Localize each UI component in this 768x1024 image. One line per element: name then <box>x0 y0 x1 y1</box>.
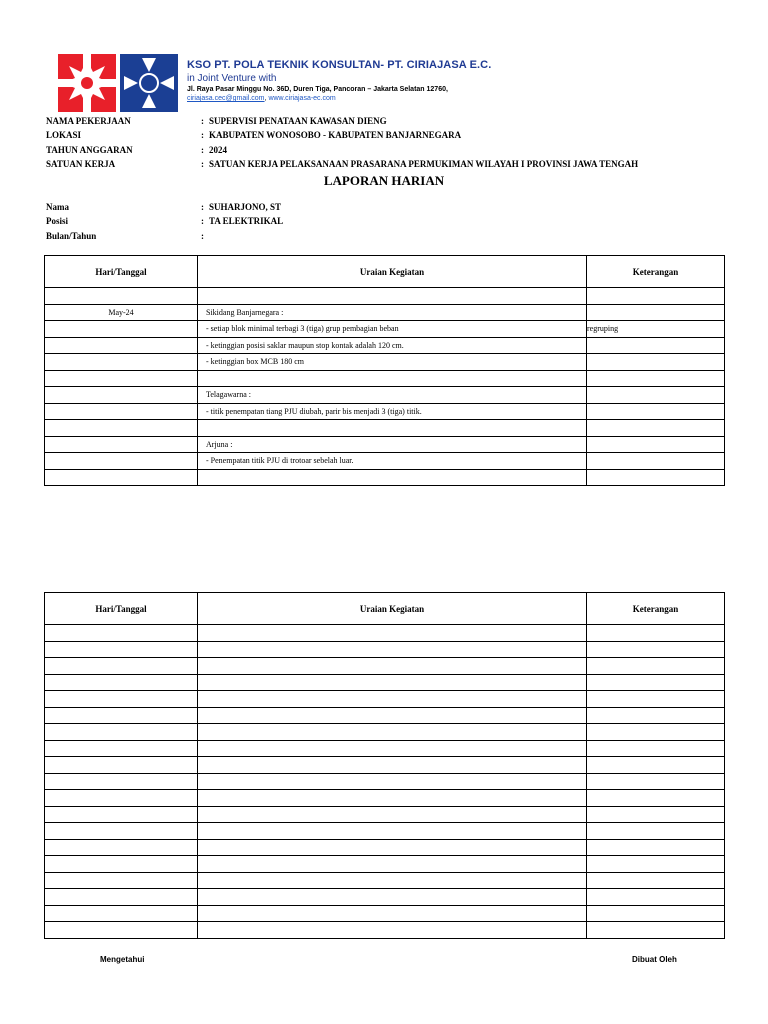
cell-uraian-kegiatan <box>198 757 587 774</box>
cell-hari-tanggal <box>45 641 198 658</box>
cell-keterangan <box>587 420 725 437</box>
cell-keterangan <box>587 304 725 321</box>
cell-keterangan <box>587 453 725 470</box>
table-row <box>45 288 725 305</box>
cell-keterangan <box>587 790 725 807</box>
cell-uraian-kegiatan <box>198 823 587 840</box>
cell-keterangan <box>587 370 725 387</box>
colon: : <box>201 116 204 126</box>
table-row <box>45 773 725 790</box>
logo-red-emblem <box>58 54 116 112</box>
cell-uraian-kegiatan <box>198 790 587 807</box>
table-header-row <box>45 593 725 625</box>
colon: : <box>201 130 204 140</box>
cell-uraian-kegiatan: - ketinggian posisi saklar maupun stop kontak adalah 120 cm. <box>198 337 587 354</box>
cell-hari-tanggal <box>45 674 198 691</box>
header-keterangan: Keterangan <box>587 256 725 288</box>
cell-keterangan <box>587 691 725 708</box>
table-row <box>45 321 725 338</box>
cell-uraian-kegiatan <box>198 740 587 757</box>
cell-hari-tanggal <box>45 856 198 873</box>
table-header-row <box>45 256 725 288</box>
website-link[interactable]: www.ciriajasa-ec.com <box>268 95 336 102</box>
colon: : <box>201 216 204 226</box>
cell-keterangan <box>587 823 725 840</box>
cell-uraian-kegiatan: - titik penempatan tiang PJU diubah, parir bis menjadi 3 (tiga) titik. <box>198 403 587 420</box>
lokasi-value: KABUPATEN WONOSOBO - KABUPATEN BANJARNEGARA <box>209 130 462 140</box>
cell-hari-tanggal <box>45 773 198 790</box>
cell-hari-tanggal <box>45 337 198 354</box>
report-title: LAPORAN HARIAN <box>323 173 445 188</box>
blank-report-table <box>44 592 725 939</box>
cell-hari-tanggal <box>45 370 198 387</box>
mengetahui-label: Mengetahui <box>100 955 145 964</box>
cell-uraian-kegiatan <box>198 370 587 387</box>
joint-venture-label: in Joint Venture with <box>187 73 277 84</box>
table-row <box>45 304 725 321</box>
cell-hari-tanggal <box>45 889 198 906</box>
cell-keterangan <box>587 839 725 856</box>
cell-hari-tanggal <box>45 839 198 856</box>
cell-hari-tanggal <box>45 469 198 486</box>
logo-blue-emblem <box>120 54 178 112</box>
tahun-anggaran-label: TAHUN ANGGARAN <box>46 145 133 155</box>
satuan-kerja-value: SATUAN KERJA PELAKSANAAN PRASARANA PERMUKIMAN WILAYAH I PROVINSI JAWA TENGAH <box>209 159 639 169</box>
cell-uraian-kegiatan <box>198 707 587 724</box>
cell-keterangan <box>587 658 725 675</box>
posisi-label: Posisi <box>46 216 69 226</box>
cell-uraian-kegiatan <box>198 625 587 642</box>
table-row <box>45 641 725 658</box>
cell-keterangan <box>587 872 725 889</box>
nama-pekerjaan-value: SUPERVISI PENATAAN KAWASAN DIENG <box>209 116 387 126</box>
table-row <box>45 337 725 354</box>
cell-uraian-kegiatan <box>198 905 587 922</box>
cell-hari-tanggal <box>45 625 198 642</box>
cell-keterangan <box>587 773 725 790</box>
cell-hari-tanggal <box>45 354 198 371</box>
table-row <box>45 889 725 906</box>
cell-hari-tanggal <box>45 658 198 675</box>
cell-hari-tanggal <box>45 420 198 437</box>
nama-value: SUHARJONO, ST <box>209 202 282 212</box>
cell-hari-tanggal <box>45 757 198 774</box>
header-uraian-kegiatan: Uraian Kegiatan <box>198 593 587 625</box>
table-row <box>45 905 725 922</box>
header-hari-tanggal: Hari/Tanggal <box>45 256 198 288</box>
nama-label: Nama <box>46 202 69 212</box>
tahun-anggaran-value: 2024 <box>209 145 227 155</box>
table-row <box>45 625 725 642</box>
table-row <box>45 757 725 774</box>
cell-uraian-kegiatan: - ketinggian box MCB 180 cm <box>198 354 587 371</box>
cell-uraian-kegiatan <box>198 674 587 691</box>
table-row <box>45 740 725 757</box>
cell-keterangan <box>587 724 725 741</box>
header-uraian-kegiatan: Uraian Kegiatan <box>198 256 587 288</box>
daily-report-table <box>44 255 725 486</box>
cell-hari-tanggal <box>45 872 198 889</box>
cell-uraian-kegiatan <box>198 641 587 658</box>
table-row <box>45 403 725 420</box>
cell-uraian-kegiatan <box>198 922 587 939</box>
header-hari-tanggal: Hari/Tanggal <box>45 593 198 625</box>
cell-uraian-kegiatan <box>198 872 587 889</box>
cell-hari-tanggal <box>45 823 198 840</box>
cell-uraian-kegiatan <box>198 724 587 741</box>
header-keterangan: Keterangan <box>587 593 725 625</box>
cell-uraian-kegiatan: Sikidang Banjarnegara : <box>198 304 587 321</box>
cell-keterangan <box>587 674 725 691</box>
cell-keterangan <box>587 922 725 939</box>
table-row <box>45 724 725 741</box>
cell-keterangan: regruping <box>587 321 725 338</box>
table-row <box>45 872 725 889</box>
cell-hari-tanggal <box>45 403 198 420</box>
cell-uraian-kegiatan <box>198 889 587 906</box>
cell-hari-tanggal <box>45 724 198 741</box>
table-row <box>45 674 725 691</box>
colon: : <box>201 202 204 212</box>
colon: : <box>201 231 204 241</box>
cell-hari-tanggal <box>45 436 198 453</box>
cell-uraian-kegiatan <box>198 839 587 856</box>
cell-keterangan <box>587 905 725 922</box>
cell-hari-tanggal <box>45 691 198 708</box>
cell-hari-tanggal <box>45 740 198 757</box>
cell-uraian-kegiatan <box>198 288 587 305</box>
cell-hari-tanggal <box>45 321 198 338</box>
table-row <box>45 453 725 470</box>
cell-keterangan <box>587 757 725 774</box>
cell-keterangan <box>587 469 725 486</box>
table-row <box>45 823 725 840</box>
cell-keterangan <box>587 806 725 823</box>
cell-hari-tanggal: May-24 <box>45 304 198 321</box>
table-row <box>45 856 725 873</box>
satuan-kerja-label: SATUAN KERJA <box>46 159 116 169</box>
cell-hari-tanggal <box>45 922 198 939</box>
company-address: Jl. Raya Pasar Minggu No. 36D, Duren Tiga, Pancoran – Jakarta Selatan 12760, <box>187 86 448 93</box>
contact-separator: , <box>264 95 267 102</box>
table-row <box>45 436 725 453</box>
cell-hari-tanggal <box>45 806 198 823</box>
cell-hari-tanggal <box>45 387 198 404</box>
cell-hari-tanggal <box>45 707 198 724</box>
cell-uraian-kegiatan <box>198 691 587 708</box>
cell-keterangan <box>587 625 725 642</box>
table-row <box>45 839 725 856</box>
table-row <box>45 922 725 939</box>
cell-uraian-kegiatan <box>198 806 587 823</box>
colon: : <box>201 159 204 169</box>
table-row <box>45 806 725 823</box>
company-logo <box>58 54 178 112</box>
email-link[interactable]: ciriajasa.cec@gmail.com <box>187 95 265 102</box>
table-row <box>45 354 725 371</box>
cell-hari-tanggal <box>45 905 198 922</box>
lokasi-label: LOKASI <box>46 130 82 140</box>
nama-pekerjaan-label: NAMA PEKERJAAN <box>46 116 131 126</box>
cell-keterangan <box>587 641 725 658</box>
cell-keterangan <box>587 387 725 404</box>
table-row <box>45 658 725 675</box>
cell-uraian-kegiatan: Arjuna : <box>198 436 587 453</box>
table-row <box>45 420 725 437</box>
cell-keterangan <box>587 707 725 724</box>
cell-keterangan <box>587 740 725 757</box>
company-header <box>187 59 491 102</box>
bulan-tahun-label: Bulan/Tahun <box>46 231 97 241</box>
company-name: KSO PT. POLA TEKNIK KONSULTAN- PT. CIRIAJASA E.C. <box>187 59 492 71</box>
cell-keterangan <box>587 856 725 873</box>
cell-uraian-kegiatan <box>198 856 587 873</box>
table-row <box>45 707 725 724</box>
table-row <box>45 469 725 486</box>
table-row <box>45 387 725 404</box>
table-row <box>45 370 725 387</box>
company-contact <box>187 95 491 102</box>
cell-hari-tanggal <box>45 453 198 470</box>
cell-keterangan <box>587 889 725 906</box>
cell-keterangan <box>587 337 725 354</box>
cell-keterangan <box>587 288 725 305</box>
table-row <box>45 790 725 807</box>
cell-uraian-kegiatan <box>198 773 587 790</box>
table-row <box>45 691 725 708</box>
cell-keterangan <box>587 436 725 453</box>
cell-uraian-kegiatan: - setiap blok minimal terbagi 3 (tiga) grup pembagian beban <box>198 321 587 338</box>
dibuat-oleh-label: Dibuat Oleh <box>632 955 677 964</box>
cell-keterangan <box>587 403 725 420</box>
cell-hari-tanggal <box>45 790 198 807</box>
cell-uraian-kegiatan: Telagawarna : <box>198 387 587 404</box>
cell-hari-tanggal <box>45 288 198 305</box>
posisi-value: TA ELEKTRIKAL <box>209 216 284 226</box>
cell-uraian-kegiatan: - Penempatan titik PJU di trotoar sebelah luar. <box>198 453 587 470</box>
cell-uraian-kegiatan <box>198 420 587 437</box>
colon: : <box>201 145 204 155</box>
cell-uraian-kegiatan <box>198 469 587 486</box>
cell-uraian-kegiatan <box>198 658 587 675</box>
cell-keterangan <box>587 354 725 371</box>
